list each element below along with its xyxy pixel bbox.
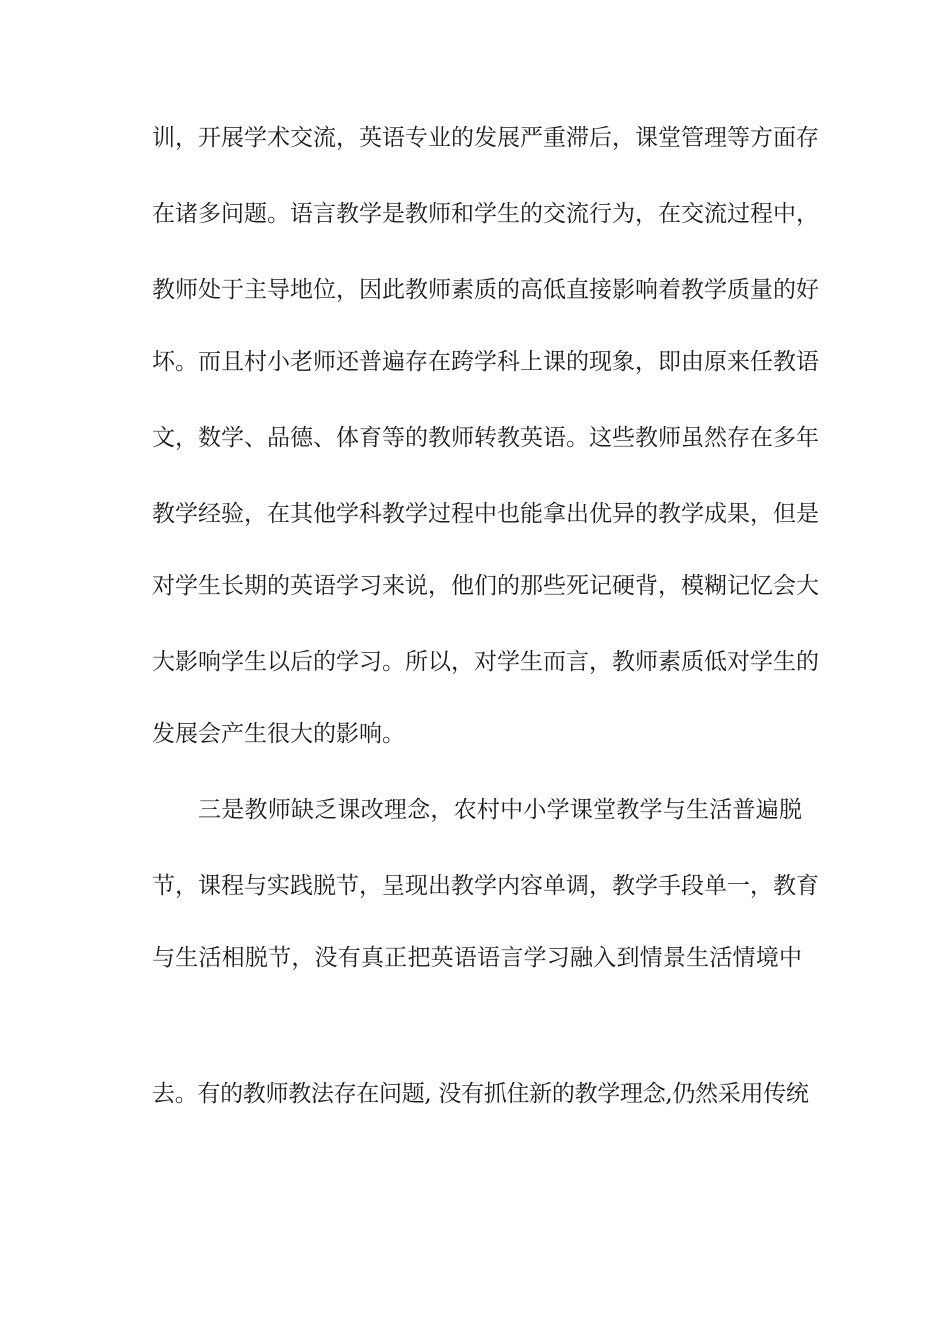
paragraph-2-line-1: 三是教师缺乏课改理念，农村中小学课堂教学与生活普遍脱	[198, 797, 802, 823]
paragraph-1-line-1: 训，开展学术交流，英语专业的发展严重滞后，课堂管理等方面存	[152, 125, 819, 151]
paragraph-1-line-8: 大影响学生以后的学习。所以，对学生而言，教师素质低对学生的	[152, 649, 819, 675]
paragraph-3-line-1: 去。有的教师教法存在问题, 没有抓住新的教学理念,仍然采用传统	[152, 1081, 809, 1107]
paragraph-1-line-4: 坏。而且村小老师还普遍存在跨学科上课的现象，即由原来任教语	[152, 349, 819, 375]
paragraph-1-line-2: 在诸多问题。语言教学是教师和学生的交流行为，在交流过程中，	[152, 201, 819, 227]
paragraph-1-line-6: 教学经验，在其他学科教学过程中也能拿出优异的教学成果，但是	[152, 501, 819, 527]
paragraph-2-line-2: 节，课程与实践脱节，呈现出教学内容单调，教学手段单一，教育	[152, 873, 819, 899]
paragraph-1-line-5: 文，数学、品德、体育等的教师转教英语。这些教师虽然存在多年	[152, 425, 819, 451]
paragraph-2-line-3: 与生活相脱节，没有真正把英语语言学习融入到情景生活情境中	[152, 945, 802, 971]
paragraph-1-line-3: 教师处于主导地位，因此教师素质的高低直接影响着教学质量的好	[152, 277, 819, 303]
paragraph-1-line-7: 对学生长期的英语学习来说，他们的那些死记硬背，模糊记忆会大	[152, 573, 819, 599]
paragraph-1-line-9: 发展会产生很大的影响。	[152, 721, 405, 747]
